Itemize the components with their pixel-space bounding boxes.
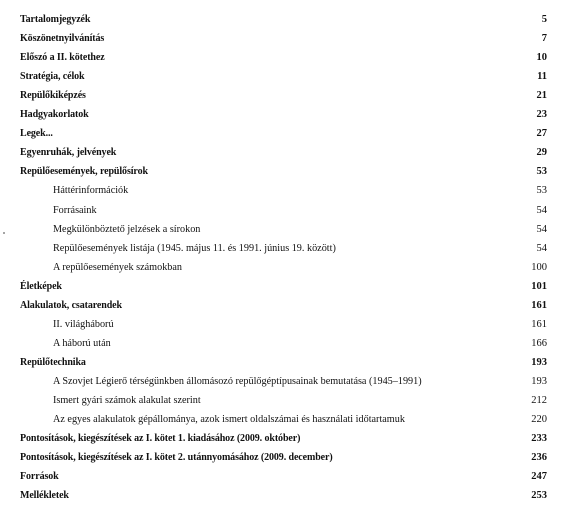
toc-entry: [0, 372, 567, 392]
toc-entry: [0, 467, 567, 487]
toc-entry: [0, 10, 567, 30]
toc-entry-page-number: 193: [531, 376, 547, 387]
toc-entry-page-number: 54: [536, 224, 547, 235]
toc-entry-page-number: 161: [531, 319, 547, 330]
toc-entry-page-number: 5: [541, 14, 547, 25]
toc-entry-page-number: 29: [536, 147, 547, 158]
toc-entry: [0, 105, 567, 125]
toc-entry-page-number: 212: [531, 395, 547, 406]
toc-entry-page-number: 54: [536, 243, 547, 254]
toc-entry: [0, 181, 567, 201]
toc-entry-title: Egyenruhák, jelvények: [20, 147, 117, 158]
toc-entry-title: Az egyes alakulatok gépállománya, azok ismert oldalszámai és használati időtartamuk: [53, 414, 405, 425]
toc-entry-title: Repülőtechnika: [20, 357, 86, 368]
toc-entry-title: Források: [20, 471, 59, 482]
toc-entry-page-number: 247: [531, 471, 547, 482]
toc-entry-page-number: 236: [531, 452, 547, 463]
toc-entry-page-number: 161: [531, 300, 547, 311]
toc-entry-title: II. világháború: [53, 319, 114, 330]
toc-entry: [0, 124, 567, 144]
toc-entry-title: Pontosítások, kiegészítések az I. kötet 2. utánnyomásához (2009. december): [20, 452, 333, 463]
toc-entry-title: Megkülönböztető jelzések a sírokon: [53, 224, 201, 235]
toc-entry: [0, 353, 567, 373]
toc-entry-title: Alakulatok, csatarendek: [20, 300, 122, 311]
toc-entry-title: A repülőesemények számokban: [53, 262, 182, 273]
toc-entry-title: A háború után: [53, 338, 111, 349]
toc-entry-title: Repülőesemények listája (1945. május 11. és 1991. június 19. között): [53, 243, 336, 254]
toc-entry-title: Repülőkiképzés: [20, 90, 86, 101]
toc-entry-page-number: 53: [536, 166, 547, 177]
toc-entry: [0, 410, 567, 430]
toc-entry: [0, 429, 567, 449]
toc-entry: [0, 334, 567, 354]
toc-entry: [0, 67, 567, 87]
toc-entry-page-number: 166: [531, 338, 547, 349]
toc-entry-title: Tartalomjegyzék: [20, 14, 91, 25]
scan-speck: [3, 232, 5, 234]
toc-entry-title: Háttérinformációk: [53, 185, 129, 196]
toc-entry-title: Pontosítások, kiegészítések az I. kötet 1. kiadásához (2009. október): [20, 433, 301, 444]
toc-entry-page-number: 23: [536, 109, 547, 120]
toc-entry-page-number: 11: [537, 71, 547, 82]
toc-entry-title: Legek...: [20, 128, 53, 139]
toc-entry: [0, 48, 567, 68]
toc-entry-title: Köszönetnyilvánítás: [20, 33, 105, 44]
toc-entry: [0, 143, 567, 163]
toc-entry: [0, 86, 567, 106]
toc-entry-page-number: 7: [541, 33, 547, 44]
toc-entry: [0, 29, 567, 49]
toc-entry-page-number: 100: [531, 262, 547, 273]
toc-entry-title: Életképek: [20, 281, 62, 292]
toc-entry-page-number: 193: [531, 357, 547, 368]
toc-entry: [0, 220, 567, 240]
toc-entry: [0, 162, 567, 182]
toc-entry-title: Ismert gyári számok alakulat szerint: [53, 395, 201, 406]
toc-entry-title: Repülőesemények, repülősírok: [20, 166, 148, 177]
toc-entry-title: Forrásaink: [53, 205, 97, 216]
toc-entry-page-number: 10: [536, 52, 547, 63]
toc-entry-title: Hadgyakorlatok: [20, 109, 89, 120]
toc-entry-page-number: 253: [531, 490, 547, 501]
toc-entry: [0, 391, 567, 411]
toc-entry-title: A Szovjet Légierő térségünkben állomásozó repülőgéptípusainak bemutatása (1945–1991): [53, 376, 422, 387]
toc-entry: [0, 296, 567, 316]
toc-entry: [0, 277, 567, 297]
toc-entry-title: Stratégia, célok: [20, 71, 85, 82]
toc-entry: [0, 258, 567, 278]
toc-entry: [0, 239, 567, 259]
toc-entry: [0, 448, 567, 468]
toc-entry-page-number: 21: [536, 90, 547, 101]
toc-entry-page-number: 54: [536, 205, 547, 216]
toc-entry: [0, 201, 567, 221]
toc-entry-title: Előszó a II. kötethez: [20, 52, 105, 63]
toc-entry: [0, 486, 567, 506]
toc-entry-page-number: 27: [536, 128, 547, 139]
toc-entry-page-number: 101: [531, 281, 547, 292]
toc-entry-page-number: 220: [531, 414, 547, 425]
toc-entry-title: Mellékletek: [20, 490, 69, 501]
toc-entry-page-number: 53: [536, 185, 547, 196]
toc-entry-page-number: 233: [531, 433, 547, 444]
toc-entry: [0, 315, 567, 335]
